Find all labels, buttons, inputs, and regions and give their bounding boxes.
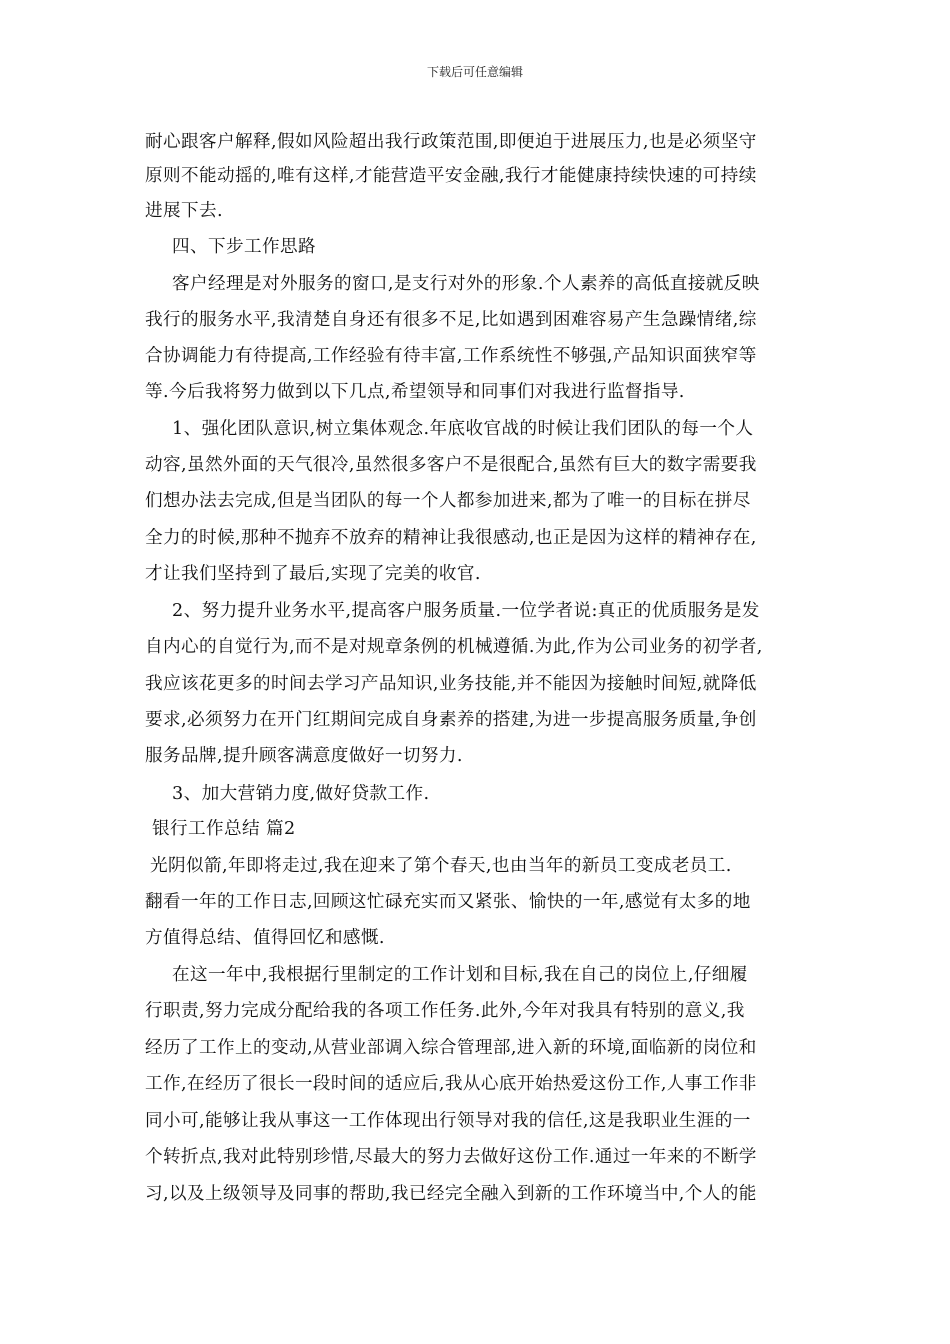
text-line: 合协调能力有待提高,工作经验有待丰富,工作系统性不够强,产品知识面狭窄等 — [145, 346, 757, 366]
text-line: 才让我们坚持到了最后,实现了完美的收官. — [145, 564, 481, 584]
text-line: 自内心的自觉行为,而不是对规章条例的机械遵循.为此,作为公司业务的初学者, — [145, 637, 763, 657]
text-line: 方值得总结、值得回忆和感慨. — [145, 928, 385, 948]
text-line: 1、强化团队意识,树立集体观念.年底收官战的时候让我们团队的每一个人 — [172, 419, 754, 439]
page-header: 下载后可任意编辑 — [426, 65, 523, 79]
text-line: 等.今后我将努力做到以下几点,希望领导和同事们对我进行监督指导. — [145, 382, 685, 402]
text-line: 同小可,能够让我从事这一工作体现出行领导对我的信任,这是我职业生涯的一 — [145, 1111, 751, 1131]
text-line: 习,以及上级领导及同事的帮助,我已经完全融入到新的工作环境当中,个人的能 — [145, 1184, 757, 1204]
text-line: 在这一年中,我根据行里制定的工作计划和目标,我在自己的岗位上,仔细履 — [172, 965, 748, 985]
text-line: 行职责,努力完成分配给我的各项工作任务.此外,今年对我具有特别的意义,我 — [145, 1001, 745, 1021]
text-line: 服务品牌,提升顾客满意度做好一切努力. — [145, 746, 463, 766]
text-line: 2、努力提升业务水平,提高客户服务质量.一位学者说:真正的优质服务是发 — [172, 601, 760, 621]
text-line: 个转折点,我对此特别珍惜,尽最大的努力去做好这份工作.通过一年来的不断学 — [145, 1147, 757, 1167]
text-line: 全力的时候,那种不抛弃不放弃的精神让我很感动,也正是因为这样的精神存在, — [145, 528, 757, 548]
text-line: 们想办法去完成,但是当团队的每一个人都参加进来,都为了唯一的目标在拼尽 — [145, 491, 751, 511]
text-line: 客户经理是对外服务的窗口,是支行对外的形象.个人素养的高低直接就反映 — [172, 274, 760, 294]
text-line: 要求,必须努力在开门红期间完成自身素养的搭建,为进一步提高服务质量,争创 — [145, 710, 757, 730]
text-line: 经历了工作上的变动,从营业部调入综合管理部,进入新的环境,面临新的岗位和 — [145, 1038, 757, 1058]
text-line: 原则不能动摇的,唯有这样,才能营造平安金融,我行才能健康持续快速的可持续 — [145, 166, 757, 186]
section-title: 银行工作总结 篇2 — [152, 819, 296, 839]
section-heading: 四、下步工作思路 — [172, 237, 316, 257]
text-line: 工作,在经历了很长一段时间的适应后,我从心底开始热爱这份工作,人事工作非 — [145, 1074, 757, 1094]
text-line: 3、加大营销力度,做好贷款工作. — [172, 784, 430, 804]
text-line: 我行的服务水平,我清楚自身还有很多不足,比如遇到困难容易产生急躁情绪,综 — [145, 310, 757, 330]
text-line: 光阴似箭,年即将走过,我在迎来了第个春天,也由当年的新员工变成老员工. — [150, 856, 732, 876]
text-line: 动容,虽然外面的天气很冷,虽然很多客户不是很配合,虽然有巨大的数字需要我 — [145, 455, 757, 475]
text-line: 耐心跟客户解释,假如风险超出我行政策范围,即便迫于进展压力,也是必须坚守 — [145, 132, 757, 152]
text-line: 进展下去. — [145, 201, 223, 221]
text-line: 我应该花更多的时间去学习产品知识,业务技能,并不能因为接触时间短,就降低 — [145, 674, 757, 694]
text-line: 翻看一年的工作日志,回顾这忙碌充实而又紧张、愉快的一年,感觉有太多的地 — [145, 892, 751, 912]
